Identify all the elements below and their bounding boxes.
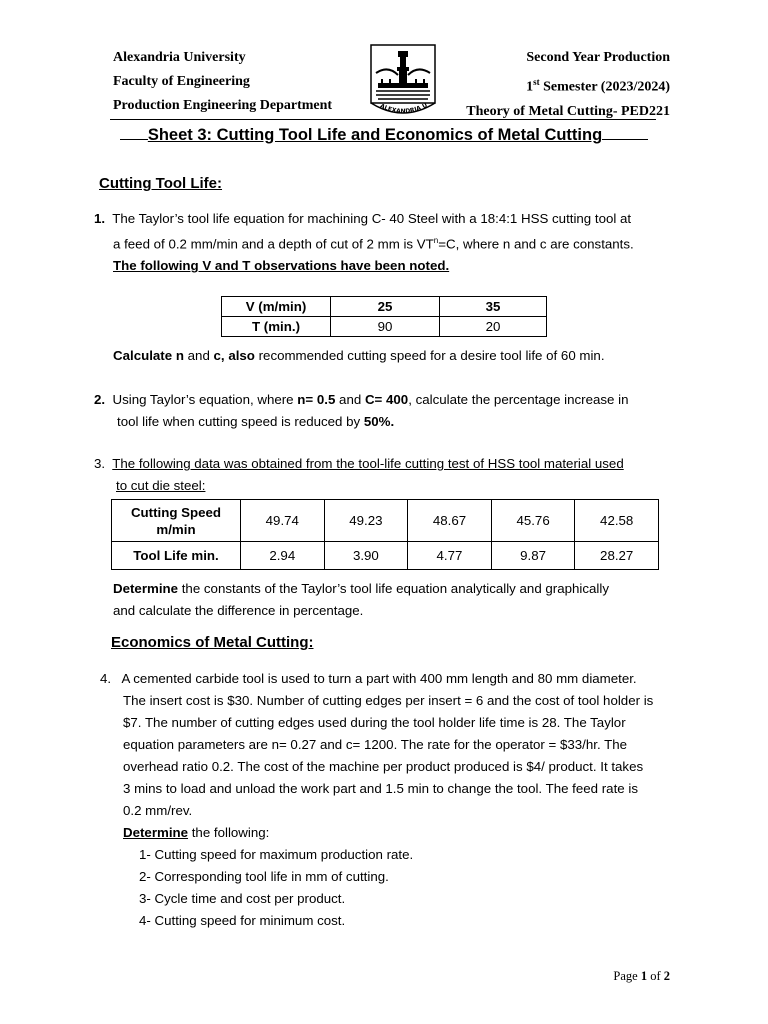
page-number: Page 1 of 2 (613, 969, 670, 983)
university-name: Alexandria University (113, 50, 246, 65)
list-item: 1- Cutting speed for maximum production rate. (139, 847, 414, 862)
semester-line: 1st Semester (2023/2024) (526, 77, 670, 95)
sheet-title: Sheet 3: Cutting Tool Life and Economics of Metal Cutting (0, 125, 768, 145)
question-3: 3. The following data was obtained from the tool-life cutting test of HSS tool material used to cut die steel: (94, 456, 624, 493)
table-row: Tool Life min. 2.94 3.90 4.77 9.87 28.27 (112, 542, 659, 570)
table-row: V (m/min) 25 35 (222, 297, 547, 317)
header-rule (110, 119, 656, 120)
list-item: 2- Corresponding tool life in mm of cutting. (139, 869, 389, 884)
tool-life-test-table (111, 499, 659, 570)
question-2: 2. Using Taylor’s equation, where n= 0.5 and C= 400, calculate the percentage increase in tool life when cutting speed is reduced by 50%. (94, 392, 629, 429)
course-block (466, 46, 670, 124)
faculty-name: Faculty of Engineering (113, 74, 250, 89)
department-name: Production Engineering Department (113, 98, 333, 113)
title-pad-right (602, 125, 648, 140)
logo-text: ALEXANDRIA U (378, 101, 429, 116)
university-logo (368, 43, 438, 116)
course-title: Theory of Metal Cutting- PED221 (466, 103, 670, 119)
list-item: 3- Cycle time and cost per product. (139, 891, 346, 906)
table-row: Cutting Speed m/min 49.74 49.23 48.67 45.76 42.58 (112, 500, 659, 542)
table-row: T (min.) 90 20 (222, 317, 547, 337)
question-4: 4. A cemented carbide tool is used to turn a part with 400 mm length and 80 mm diameter. The insert cost is $30. Number of cutting edges per insert = 6 and the cost of tool holder is $7. The number of cutting edges used during the tool holder life time is 28. The Taylor equation parameters are n= 0.27 and c= 1200. The rate for the operator = $33/hr. The overhead ratio 0.2. The cost of the machine per product produced is $4/ product. It takes 3 mins to load and unload the work part and 1.5 min to change the tool. The feed rate is 0.2 mm/rev. Determine the following: 1- Cutting speed for maximum production rate. 2- Corresponding tool life in mm of cutting. 3- Cycle time and cost per product. 4- Cutting speed for minimum cost. (100, 668, 680, 932)
question-3-determine: Determine the constants of the Taylor’s tool life equation analytically and graphically and calculate the difference in percentage. (113, 581, 609, 618)
section-heading-economics: Economics of Metal Cutting: (111, 634, 314, 651)
title-pad-left (120, 125, 148, 140)
question-1-calculate: Calculate n and c, also recommended cutting speed for a desire tool life of 60 min. (113, 348, 605, 363)
course-year: Second Year Production (526, 50, 670, 65)
vt-table (221, 296, 547, 337)
question-1: 1. The Taylor’s tool life equation for machining C- 40 Steel with a 18:4:1 HSS cutting tool at a feed of 0.2 mm/min and a depth of cut of 2 mm is $VT^n=C$, where n and c are constants. The following V and T observations have been noted. (94, 211, 634, 274)
section-heading-tool-life: Cutting Tool Life: (99, 175, 223, 192)
institution-block (113, 46, 332, 118)
list-item: 4- Cutting speed for minimum cost. (139, 913, 346, 928)
